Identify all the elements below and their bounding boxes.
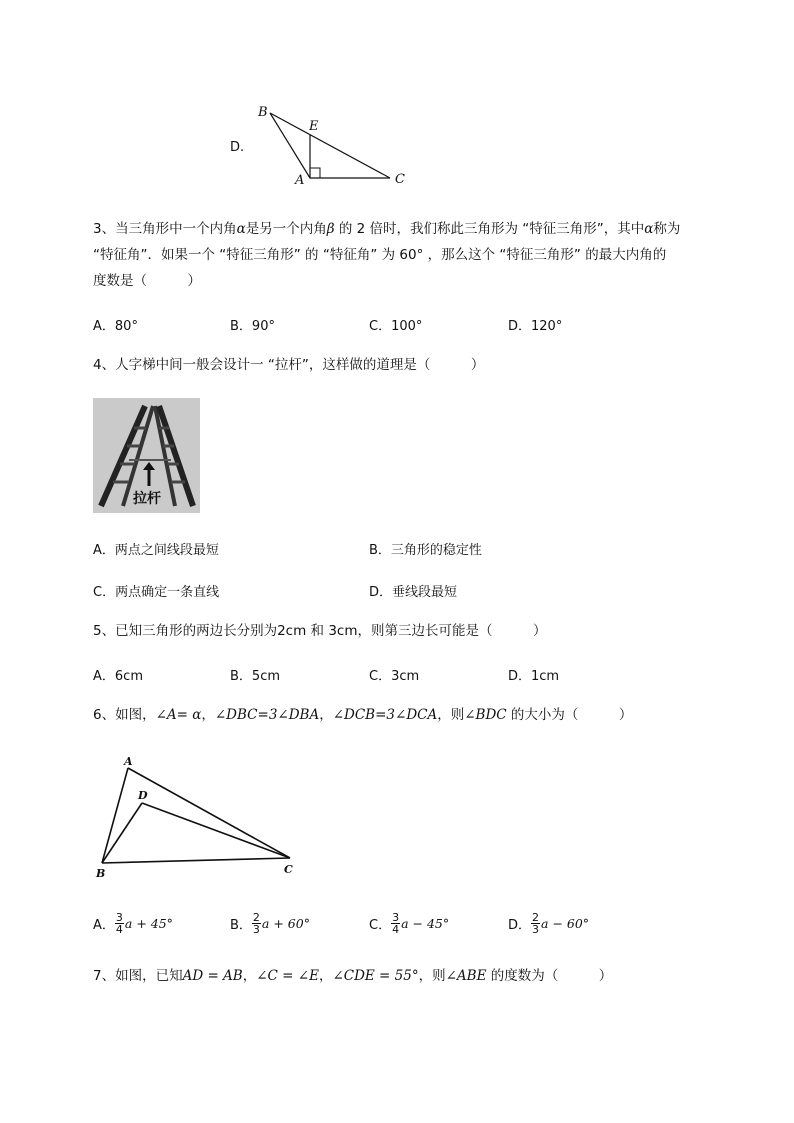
q3-text-3: 的 2 倍时，我们称此三角形为 “特征三角形”，其中 — [334, 221, 645, 237]
q5-option-c[interactable] — [369, 665, 419, 684]
fraction-numerator: 2 — [532, 911, 540, 924]
option-key: D． — [508, 669, 532, 684]
q6-cond-3: ∠DCB=3∠DCA — [332, 707, 438, 723]
q4-option-a[interactable] — [93, 539, 219, 558]
q7-sep-2: ， — [318, 968, 333, 984]
q2-label-c: C — [395, 172, 405, 187]
q2-label-a: A — [295, 173, 305, 188]
option-key: D． — [508, 918, 532, 933]
option-text: 两点之间线段最短 — [114, 543, 219, 558]
q4-option-d[interactable] — [369, 581, 457, 600]
q7-sep-3: ，则 — [418, 968, 446, 984]
q6-sep-2: ， — [319, 707, 333, 723]
option-text: 5cm — [251, 669, 281, 684]
q6-option-d[interactable] — [508, 912, 589, 935]
option-key: C． — [93, 585, 116, 600]
option-text: 1cm — [531, 669, 560, 684]
option-text: 100° — [391, 319, 423, 334]
q7-cond-2: ∠C = ∠E — [256, 968, 319, 984]
q6-sep-1: ， — [201, 707, 215, 723]
option-fraction — [391, 912, 400, 935]
fraction-denominator: 3 — [252, 923, 260, 936]
q4-ladder-caption: 拉杆 — [133, 491, 161, 507]
option-text: 6cm — [114, 669, 143, 684]
q7-cond-1: AD = AB — [182, 968, 243, 984]
q6-label-d: D — [138, 789, 148, 802]
q6-sep-3: ，则 — [437, 707, 465, 723]
option-key: B． — [369, 543, 391, 558]
option-text: 90° — [251, 319, 275, 334]
q6-cond-4: ∠BDC — [464, 707, 507, 723]
q3-text-4: 称为 — [653, 221, 681, 237]
q7-sep-1: ， — [242, 968, 257, 984]
q3-alpha: α — [236, 221, 246, 237]
q2-label-e: E — [309, 119, 319, 134]
q6-cond-1: ∠A= α — [155, 707, 202, 723]
q5-option-d[interactable] — [508, 665, 559, 684]
q3-alpha-2: α — [644, 221, 654, 237]
q5-option-b[interactable] — [230, 665, 280, 684]
fraction-numerator: 2 — [252, 911, 260, 924]
option-fraction — [531, 912, 540, 935]
q6-option-b[interactable] — [230, 912, 310, 935]
q2-option-d-label: D. — [230, 140, 245, 155]
fraction-denominator: 3 — [532, 923, 540, 936]
q6-stem — [93, 705, 632, 725]
option-key: C． — [369, 918, 392, 933]
q3-text-2: 是另一个内角 — [245, 221, 327, 237]
q6-label-c: C — [284, 863, 293, 876]
option-expression: a − 45° — [401, 916, 450, 931]
q3-stem-line1 — [93, 219, 680, 239]
q3-beta: β — [326, 221, 335, 237]
option-key: D． — [508, 319, 532, 334]
option-expression: a + 45° — [124, 916, 173, 931]
q4-ladder-photo — [93, 398, 200, 513]
option-key: A． — [93, 543, 115, 558]
option-text: 垂线段最短 — [392, 585, 458, 600]
q6-label-b: B — [96, 867, 106, 880]
option-key: B． — [230, 669, 252, 684]
q7-text-post: 的度数为（ ） — [486, 968, 613, 984]
option-text: 三角形的稳定性 — [390, 543, 482, 558]
q7-cond-3: ∠CDE = 55° — [332, 968, 419, 984]
q5-stem: 5、已知三角形的两边长分别为2cm 和 3cm，则第三边长可能是（ ） — [93, 623, 547, 639]
q3-option-c[interactable] — [369, 315, 422, 334]
q3-option-a[interactable] — [93, 315, 138, 334]
fraction-denominator: 4 — [115, 923, 123, 936]
q3-stem-line2: “特征角”．如果一个 “特征三角形” 的 “特征角” 为 60° ，那么这个 “特征三角形” 的最大内角的 — [93, 247, 667, 263]
q6-label-a: A — [124, 755, 133, 768]
fraction-denominator: 4 — [392, 923, 400, 936]
option-key: B． — [230, 918, 252, 933]
q4-option-c[interactable] — [93, 581, 219, 600]
q6-triangle-figure — [90, 755, 305, 880]
option-text: 两点确定一条直线 — [115, 585, 220, 600]
option-expression: a + 60° — [261, 916, 310, 931]
q7-cond-4: ∠ABE — [445, 968, 487, 984]
option-key: C． — [369, 669, 392, 684]
q6-option-c[interactable] — [369, 912, 449, 935]
q3-stem-line3: 度数是（ ） — [93, 273, 201, 289]
q6-text-pre: 6、如图， — [93, 707, 156, 723]
option-expression: a − 60° — [541, 916, 590, 931]
option-key: B． — [230, 319, 252, 334]
fraction-numerator: 3 — [392, 911, 400, 924]
option-text: 120° — [531, 319, 563, 334]
option-key: C． — [369, 319, 392, 334]
q7-text-pre: 7、如图，已知 — [93, 968, 183, 984]
option-key: A． — [93, 669, 115, 684]
q6-text-post: 的大小为（ ） — [506, 707, 633, 723]
q6-cond-2: ∠DBC=3∠DBA — [214, 707, 320, 723]
option-key: D． — [369, 585, 393, 600]
fraction-numerator: 3 — [115, 911, 123, 924]
q3-text-1: 3、当三角形中一个内角 — [93, 221, 237, 237]
q6-option-a[interactable] — [93, 912, 173, 935]
option-fraction — [115, 912, 124, 935]
option-text: 3cm — [391, 669, 420, 684]
q5-option-a[interactable] — [93, 665, 143, 684]
q3-option-d[interactable] — [508, 315, 562, 334]
q3-option-b[interactable] — [230, 315, 275, 334]
q2-label-b: B — [258, 105, 268, 120]
option-fraction — [252, 912, 261, 935]
q4-stem: 4、人字梯中间一般会设计一 “拉杆”，这样做的道理是（ ） — [93, 357, 485, 373]
option-key: A． — [93, 918, 115, 933]
option-key: A． — [93, 319, 115, 334]
option-text: 80° — [114, 319, 138, 334]
q7-stem — [93, 966, 612, 986]
q4-option-b[interactable] — [369, 539, 482, 558]
